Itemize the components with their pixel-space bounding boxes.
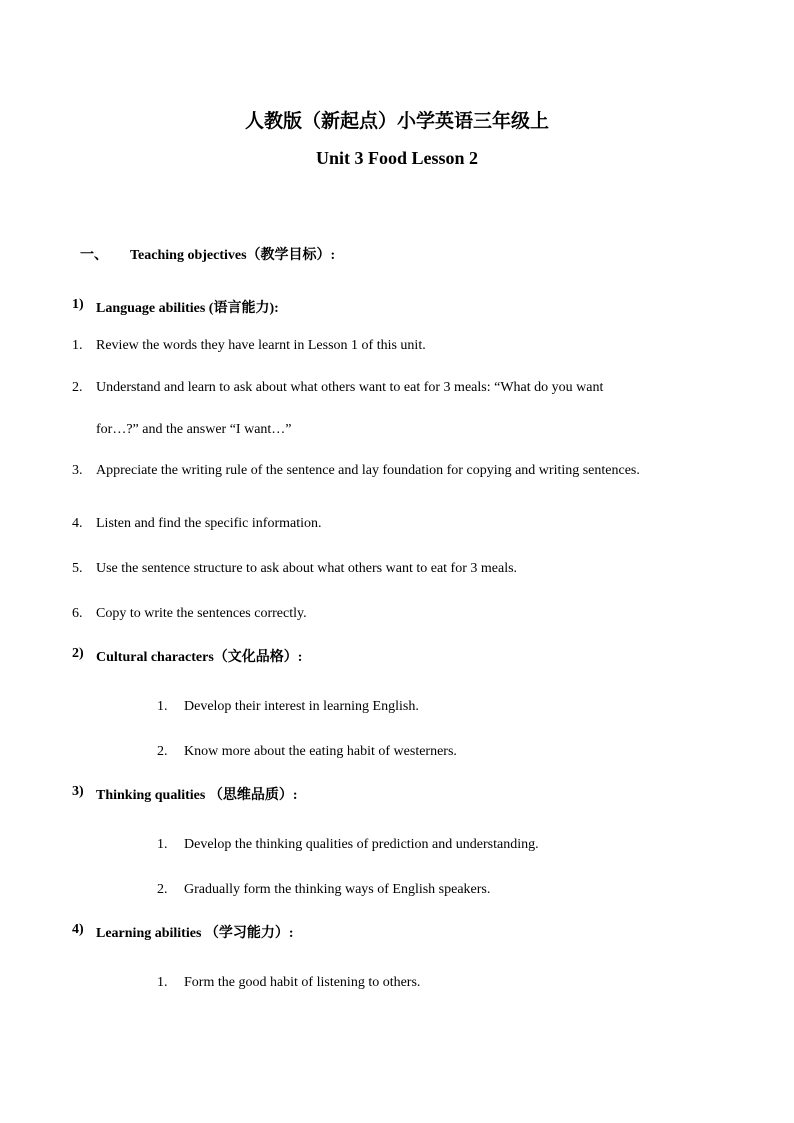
subsection-heading-cultural: Cultural characters（文化品格）:: [96, 650, 303, 665]
list-item-text: Understand and learn to ask about what others want to eat for 3 meals: “What do you want: [96, 380, 604, 395]
subsection-marker: 1): [72, 297, 84, 312]
subsection-marker: 3): [72, 784, 84, 799]
list-item-continuation: for…?” and the answer “I want…”: [96, 422, 292, 437]
list-item-number: 2.: [157, 744, 168, 759]
list-item-text: Review the words they have learnt in Lesson 1 of this unit.: [96, 338, 426, 353]
document-title: 人教版（新起点）小学英语三年级上: [244, 111, 549, 132]
list-item-number: 5.: [72, 561, 83, 576]
list-item-number: 2.: [72, 380, 83, 395]
list-item-text: Develop their interest in learning English.: [184, 699, 419, 714]
list-item-number: 3.: [72, 463, 83, 478]
document-subtitle: Unit 3 Food Lesson 2: [315, 148, 479, 168]
list-item-text: Listen and find the specific information.: [96, 516, 322, 531]
list-item-number: 2.: [157, 882, 168, 897]
subsection-heading-thinking: Thinking qualities （思维品质）:: [96, 788, 298, 803]
subsection-heading-learning: Learning abilities （学习能力）:: [96, 926, 294, 941]
list-item-number: 1.: [157, 699, 168, 714]
list-item-text: Form the good habit of listening to others.: [184, 975, 421, 990]
list-item-text: Know more about the eating habit of westerners.: [184, 744, 457, 759]
list-item-text: Develop the thinking qualities of prediction and understanding.: [184, 837, 539, 852]
list-item-text: Use the sentence structure to ask about what others want to eat for 3 meals.: [96, 561, 518, 576]
section-marker: 一、: [80, 248, 108, 263]
list-item-number: 1.: [157, 837, 168, 852]
list-item-number: 1.: [157, 975, 168, 990]
list-item-number: 1.: [72, 338, 83, 353]
subsection-marker: 4): [72, 922, 84, 937]
list-item-text: Copy to write the sentences correctly.: [96, 606, 307, 621]
subsection-heading-language: Language abilities (语言能力):: [96, 301, 279, 316]
section-heading: Teaching objectives（教学目标）:: [130, 248, 336, 263]
subsection-marker: 2): [72, 646, 84, 661]
list-item-number: 4.: [72, 516, 83, 531]
list-item-text: Gradually form the thinking ways of English speakers.: [184, 882, 491, 897]
list-item-text: Appreciate the writing rule of the sentence and lay foundation for copying and writing sentences.: [96, 463, 640, 478]
list-item-number: 6.: [72, 606, 83, 621]
